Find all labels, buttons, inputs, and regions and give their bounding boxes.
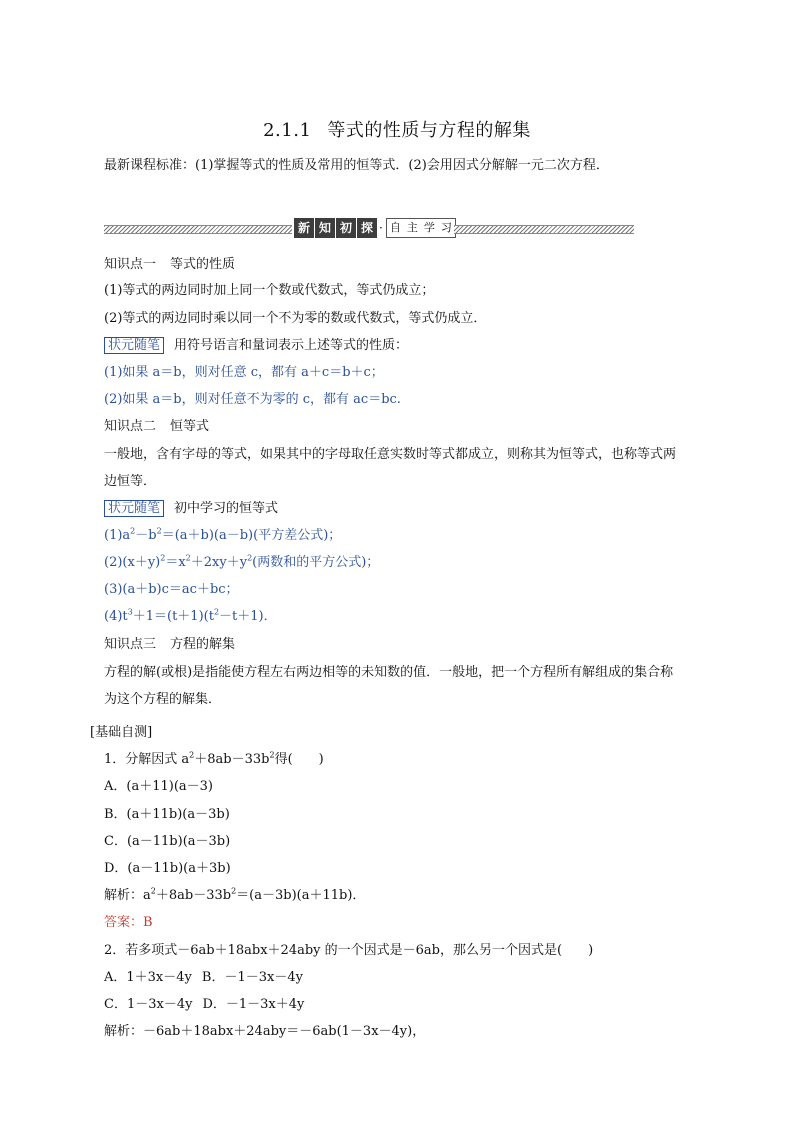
k2-note	[104, 500, 278, 518]
note-tag: 状元随笔	[104, 500, 164, 517]
q2-option-c: C．1－3x－4y	[104, 997, 193, 1012]
k3-heading	[104, 636, 235, 654]
q1-option-d: D．(a－11b)(a＋3b)	[104, 861, 231, 876]
banner-char: 自	[389, 221, 401, 234]
banner-hatch-right	[454, 225, 634, 234]
banner-char: 学	[423, 221, 435, 234]
q1-answer: 答案：B	[104, 915, 153, 930]
identity-3: (3)(a＋b)c＝ac＋bc；	[104, 582, 239, 597]
k1-heading	[104, 256, 235, 274]
k3-paragraph-line-1: 方程的解(或根)是指能使方程左右两边相等的未知数的值．一般地，把一个方程所有解组成的集合称	[104, 665, 674, 680]
k1-note-line-2: (2)如果 a＝b，则对任意不为零的 c，都有 ac＝bc.	[104, 392, 401, 407]
k1-property-1: (1)等式的两边同时加上同一个数或代数式，等式仍成立；	[104, 283, 435, 298]
k2-heading-label: 知识点二	[104, 419, 157, 434]
page-title	[0, 116, 794, 142]
q2-option-d: D．－1－3x＋4y	[202, 997, 305, 1012]
k1-note-line-1: (1)如果 a＝b，则对任意 c，都有 a＋c＝b＋c；	[104, 365, 384, 380]
question-2: 2．若多项式－6ab＋18abx＋24aby 的一个因式是－6ab，那么另一个因式是( )	[104, 943, 594, 958]
q2-options-cd	[104, 996, 304, 1014]
identity-1: $(1)a^2-b^2=(a+b)(a-b)$(平方差公式)；	[104, 526, 342, 543]
k1-note-text: 用符号语言和量词表示上述等式的性质：	[174, 338, 409, 353]
q1-option-b: B．(a＋11b)(a－3b)	[104, 807, 230, 822]
q1-solution: 解析：$a^2+8ab-33b^2=(a-3b)(a+11b)$．	[104, 886, 366, 903]
k1-heading-text: 等式的性质	[170, 257, 236, 272]
k3-heading-label: 知识点三	[104, 637, 157, 652]
identity-4: $(4)t^3+1=(t+1)(t^2-t+1)$．	[104, 607, 277, 624]
banner-char: 习	[440, 221, 452, 234]
course-standard: 最新课程标准：(1)掌握等式的性质及常用的恒等式．(2)会用因式分解解一元二次方程．	[104, 158, 609, 173]
k1-property-2: (2)等式的两边同时乘以同一个不为零的数或代数式，等式仍成立．	[104, 311, 487, 326]
k3-paragraph-line-2: 为这个方程的解集．	[104, 692, 222, 707]
banner-char: 探	[357, 218, 377, 238]
banner-hatch-left	[104, 225, 292, 234]
q1-option-a: A．(a＋11)(a－3)	[104, 779, 213, 794]
k2-paragraph-line-1: 一般地，含有字母的等式，如果其中的字母取任意实数时等式都成立，则称其为恒等式，也称等式两	[104, 447, 677, 462]
k2-paragraph-line-2: 边恒等．	[104, 474, 157, 489]
k3-heading-text: 方程的解集	[170, 637, 236, 652]
k1-heading-label: 知识点一	[104, 257, 157, 272]
k2-heading	[104, 418, 209, 436]
q2-options-ab	[104, 969, 303, 987]
banner-char: 知	[315, 218, 335, 238]
k2-note-text: 初中学习的恒等式	[174, 501, 279, 516]
banner-dot: ·	[379, 221, 383, 235]
section-number: 2.1.1	[263, 120, 312, 141]
self-test-header: [基础自测]	[90, 725, 153, 740]
note-tag: 状元随笔	[104, 337, 164, 354]
banner-char: 主	[406, 221, 418, 234]
banner-dark-chars	[294, 218, 378, 238]
banner-light-chars	[386, 218, 456, 238]
section-banner	[104, 218, 634, 240]
q2-option-a: A．1＋3x－4y	[104, 970, 192, 985]
banner-label	[294, 218, 452, 238]
k2-heading-text: 恒等式	[170, 419, 210, 434]
identity-2: $(2)(x+y)^2=x^2+2xy+y^2$(两数和的平方公式)；	[104, 553, 380, 570]
banner-char: 初	[336, 218, 356, 238]
k1-note	[104, 337, 408, 355]
q2-solution: 解析：－6ab＋18abx＋24aby＝－6ab(1－3x－4y)，	[104, 1024, 426, 1039]
section-title: 等式的性质与方程的解集	[327, 120, 531, 141]
q2-option-b: B．－1－3x－4y	[201, 970, 303, 985]
banner-char: 新	[294, 218, 314, 238]
q1-option-c: C．(a－11b)(a－3b)	[104, 834, 231, 849]
question-1: 1．分解因式 $a^2+8ab-33b^2$得( )	[104, 750, 324, 767]
